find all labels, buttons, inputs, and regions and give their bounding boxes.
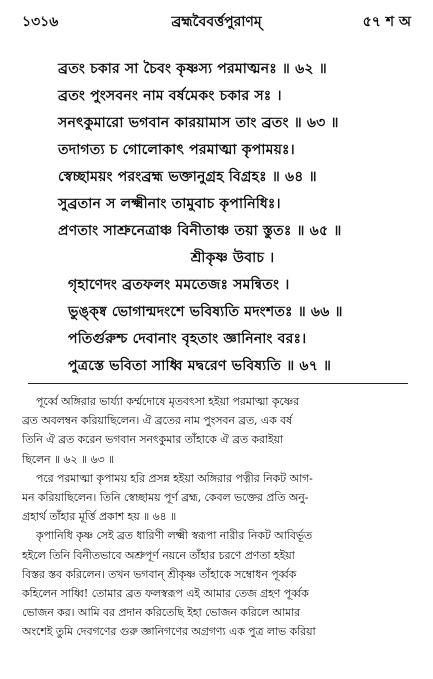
commentary-line: কৃপানিধি কৃষ্ণ সেই ব্রত ধারিণী লক্ষ্মী স্বরূপা নারীর নিকট আবির্ভূত [36,529,313,543]
verse-line: গৃহাণেদং ব্রতফলং মমতেজঃ সমন্বিতং । [68,277,290,293]
commentary-line: ছিলেন ॥ ৬২ ॥ ৬৩ ॥ [22,452,115,466]
section-divider [28,383,408,384]
verse-line: ব্রতং চকার সা চৈবং কৃষ্ণস্য পরমাত্মনঃ ॥ ৬২ ॥ [58,61,327,77]
commentary-line: ভোজন কর। আমি বর প্রদান করিতেছি ইহা ভোজন করিলে আমার [22,606,301,620]
commentary-line: অংশেই তুমি দেবগণের গুরু জ্ঞানিগণের অগ্রগণ্য এক পুত্র লাভ করিয়া [22,625,316,639]
verse-line: সনৎকুমারো ভগবান কারয়ামাস তাং ব্রতং ॥ ৬৩ ॥ [58,115,339,131]
verse-line: প্রণতাং সাশ্রুনেত্রাঞ্চ বিনীতাঞ্চ তয়া স্তুতঃ ॥ ৬৫ ॥ [58,223,342,239]
commentary-line: গ্রহার্থ তাঁহার মূর্ত্তি প্রকাশ হয় ॥ ৬৪ ॥ [22,510,177,524]
commentary-line: মন করিয়াছিলেন। তিনি স্বেচ্ছাময় পূর্ণ ব্রহ্ম, কেবল ভক্তের প্রতি অনু- [22,490,309,504]
verse-line: ভুঙ্ক্ষ্ব ভোগান্মদংশে ভবিষ্যতি মদংশতঃ ॥ ৬৬ ॥ [68,304,343,320]
verse-line: পতির্গুরুশ্চ দেবানাং বৃহতাং জ্ঞানিনাং বরঃ। [68,331,307,347]
verse-line: পুত্রস্তে ভবিতা সাধ্বি মদ্বরেণ ভবিষ্যতি ॥ ৬৭ ॥ [68,358,332,374]
commentary-line: বিস্তর স্তব করিলেন। তখন ভগবান্‌ শ্রীকৃষ্ণ তাঁহাকে সম্বোধন পূর্ব্বক [22,567,297,581]
speaker-heading: শ্রীকৃষ্ণ উবাচ । [190,250,275,266]
commentary-line: ব্রত অবলম্বন করিয়াছিলেন। ঐ ব্রতের নাম পুংসবন ব্রত, এক বর্ষ [22,414,293,428]
bengali-commentary [22,392,420,641]
page-header [22,10,411,34]
page-number: ১৩১৬ [22,14,59,30]
chapter-marker: ৫৭ শ অ [362,14,411,30]
commentary-line: হইলে তিনি বিনীতভাবে অশ্রুপূর্ণ নয়নে তাঁহার চরণে প্রণতা হইয়া [22,548,295,562]
commentary-line: পরে পরমাত্মা কৃপাময় হরি প্রসন্ন হইয়া অঙ্গিরার পত্নীর নিকট আগ- [36,471,313,485]
running-title: ব্রহ্মবৈবর্ত্তপুরাণম্‌ [171,14,262,30]
verse-line: সুব্রতান স লক্ষ্মীনাং তামুবাচ কৃপানিধিঃ। [58,196,281,212]
verse-line: তদাগত্য চ গোলোকাৎ পরমাত্মা কৃপাময়ঃ। [58,142,295,158]
commentary-line: কহিলেন সাধ্বি! তোমার ব্রত ফলস্বরূপ এই আমার তেজ গ্রহণ পূর্ব্বক [22,586,309,600]
commentary-line: তিনি ঐ ব্রত করেন ভগবান সনৎকুমার তাঁহাকে ঐ ব্রত করাইয়া [22,433,284,447]
verse-line: ব্রতং পুংসবনং নাম বর্ষমেকং চকার সঃ । [58,88,282,104]
verse-line: স্বেচ্ছাময়ং পরংব্রহ্ম ভক্তানুগ্রহ বিগ্রহঃ ॥ ৬৪ ॥ [58,169,317,185]
sanskrit-verses [22,56,417,380]
commentary-line: পূর্ব্বে অঙ্গিরার ভার্য্যা কর্ম্মদোষে মৃতবৎসা হইয়া পরমাত্মা কৃষ্ণের [36,395,300,408]
